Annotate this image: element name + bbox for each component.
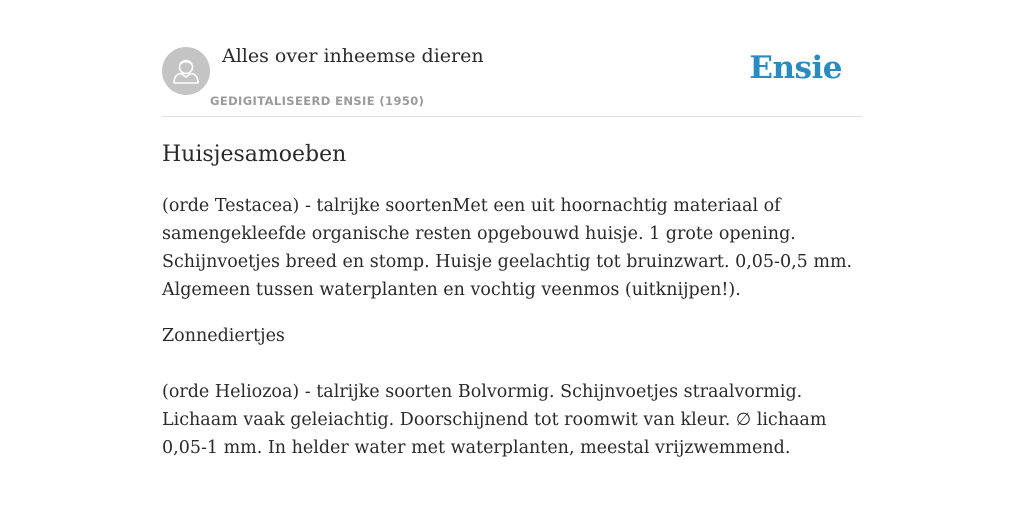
article bbox=[162, 140, 862, 462]
user-silhouette-icon bbox=[162, 47, 210, 95]
paragraph-heliozoa: (orde Heliozoa) - talrijke soorten Bolvormig. Schijnvoetjes straalvormig. Lichaam vaak geleiachtig. Doorschijnend tot roomwit van kleur. ∅ lichaam 0,05-1 mm. In helder water met waterplanten, meestal vrijzwemmend. bbox=[162, 382, 827, 458]
paragraph-zonnediertjes-heading: Zonnediertjes bbox=[162, 326, 285, 346]
paragraph-testacea: (orde Testacea) - talrijke soortenMet een uit hoornachtig materiaal of samengekleefde organische resten opgebouwd huisje. 1 grote opening. Schijnvoetjes breed en stomp. Huisje geelachtig tot bruinzwart. 0,05-0,5 mm. Algemeen tussen waterplanten en vochtig veenmos (uitknijpen!). bbox=[162, 196, 853, 300]
entry-title: Huisjesamoeben bbox=[162, 142, 347, 167]
avatar[interactable] bbox=[162, 47, 210, 95]
brand-logo[interactable]: Ensie bbox=[749, 50, 842, 86]
source-label: GEDIGITALISEERD ENSIE (1950) bbox=[210, 94, 425, 108]
header bbox=[162, 0, 862, 117]
book-title[interactable]: Alles over inheemse dieren bbox=[222, 45, 484, 67]
